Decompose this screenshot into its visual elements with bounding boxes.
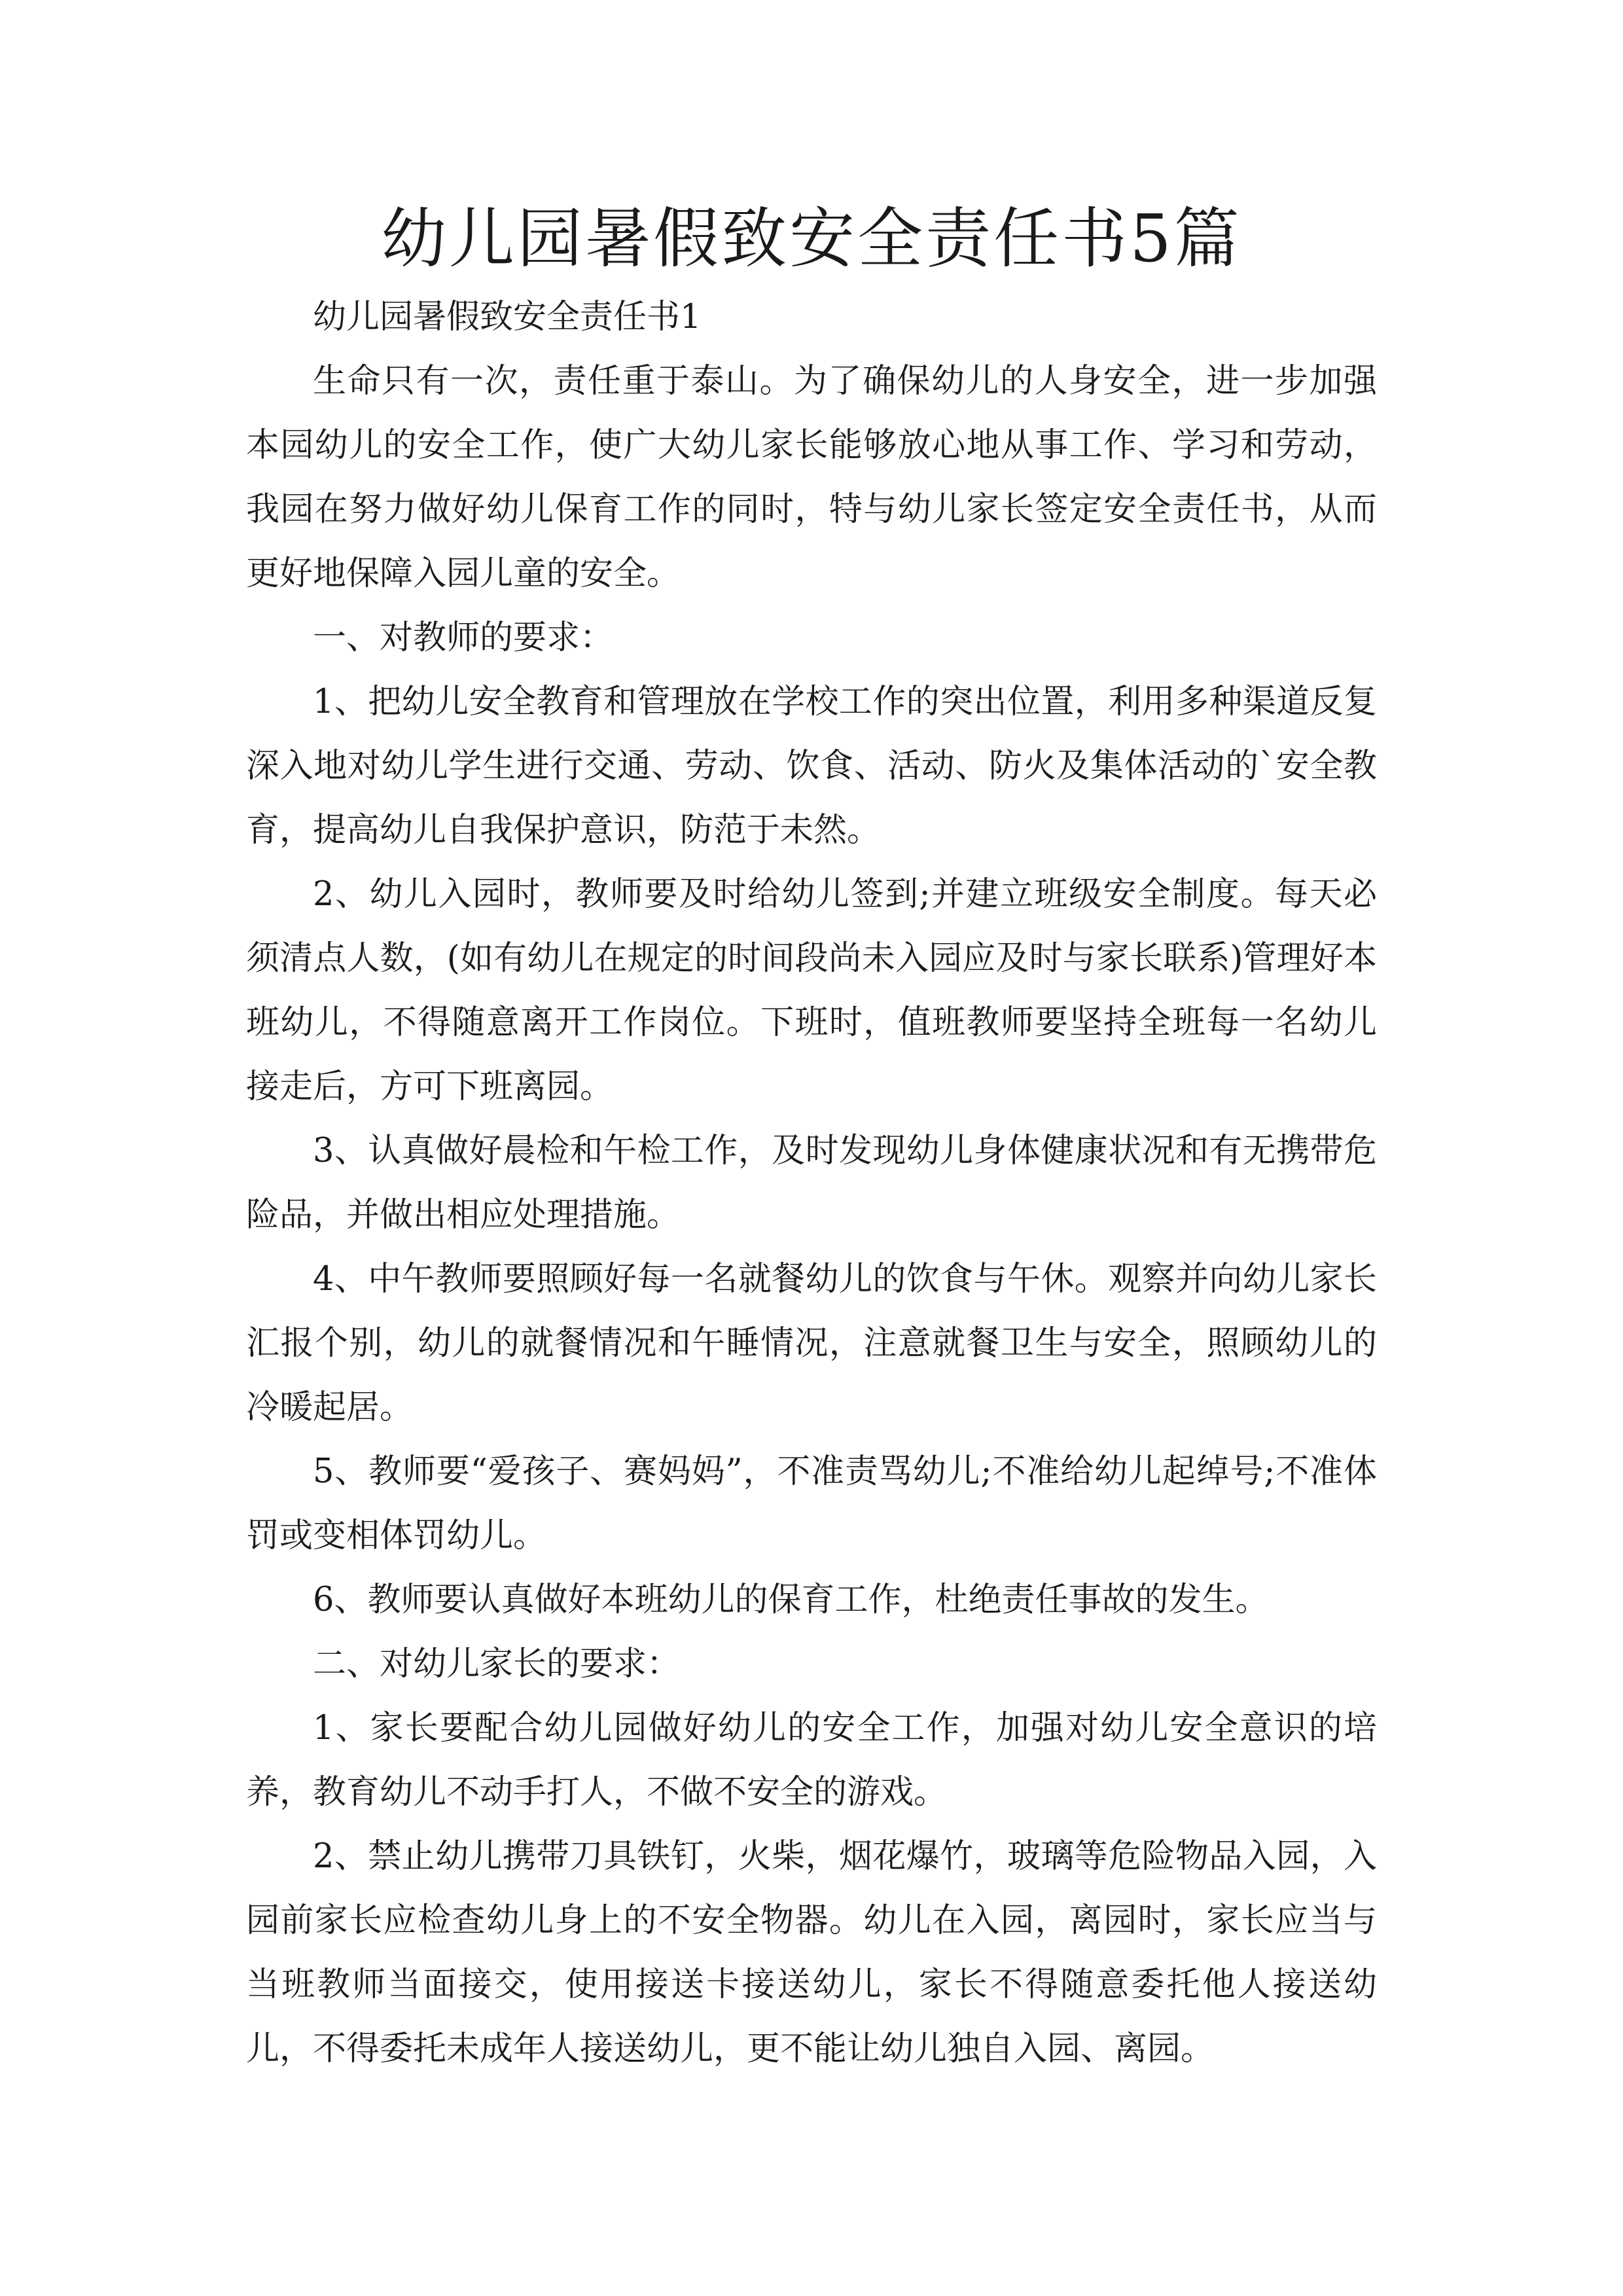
document-body [246,285,1377,2081]
intro-paragraph: 生命只有一次，责任重于泰山。为了确保幼儿的人身安全，进一步加强本园幼儿的安全工作，使广大幼儿家长能够放心地从事工作、学习和劳动，我园在努力做好幼儿保育工作的同时，特与幼儿家长签定安全责任书，从而更好地保障入园儿童的安全。 [246,362,1377,593]
parent-requirement-2: 2、禁止幼儿携带刀具铁钉，火柴，烟花爆竹，玻璃等危险物品入园，入园前家长应检查幼儿身上的不安全物器。幼儿在入园，离园时，家长应当与当班教师当面接交，使用接送卡接送幼儿，家长不得随意委托他人接送幼儿，不得委托未成年人接送幼儿，更不能让幼儿独自入园、离园。 [246,1837,1377,2068]
parent-requirement-1: 1、家长要配合幼儿园做好幼儿的安全工作，加强对幼儿安全意识的培养，教育幼儿不动手打人，不做不安全的游戏。 [246,1709,1377,1812]
parent-requirements-heading: 二、对幼儿家长的要求： [313,1645,681,1683]
teacher-requirements-heading: 一、对教师的要求： [313,619,614,657]
teacher-requirement-1: 1、把幼儿安全教育和管理放在学校工作的突出位置，利用多种渠道反复深入地对幼儿学生进行交通、劳动、饮食、活动、防火及集体活动的`安全教育，提高幼儿自我保护意识，防范于未然。 [246,683,1377,850]
teacher-requirement-6: 6、教师要认真做好本班幼儿的保育工作，杜绝责任事故的发生。 [313,1581,1269,1619]
document-title: 幼儿园暑假致安全责任书5篇 [381,200,1242,277]
teacher-requirement-3: 3、认真做好晨检和午检工作，及时发现幼儿身体健康状况和有无携带危险品，并做出相应处理措施。 [246,1132,1377,1234]
teacher-requirement-2: 2、幼儿入园时，教师要及时给幼儿签到;并建立班级安全制度。每天必须清点人数，(如有幼儿在规定的时间段尚未入园应及时与家长联系)管理好本班幼儿，不得随意离开工作岗位。下班时，值班教师要坚持全班每一名幼儿接走后，方可下班离园。 [246,875,1377,1106]
teacher-requirement-4: 4、中午教师要照顾好每一名就餐幼儿的饮食与午休。观察并向幼儿家长汇报个别，幼儿的就餐情况和午睡情况，注意就餐卫生与安全，照顾幼儿的冷暖起居。 [246,1260,1377,1427]
teacher-requirement-5: 5、教师要“爱孩子、赛妈妈”，不准责骂幼儿;不准给幼儿起绰号;不准体罚或变相体罚幼儿。 [246,1452,1377,1555]
section-heading: 幼儿园暑假致安全责任书1 [313,298,702,336]
